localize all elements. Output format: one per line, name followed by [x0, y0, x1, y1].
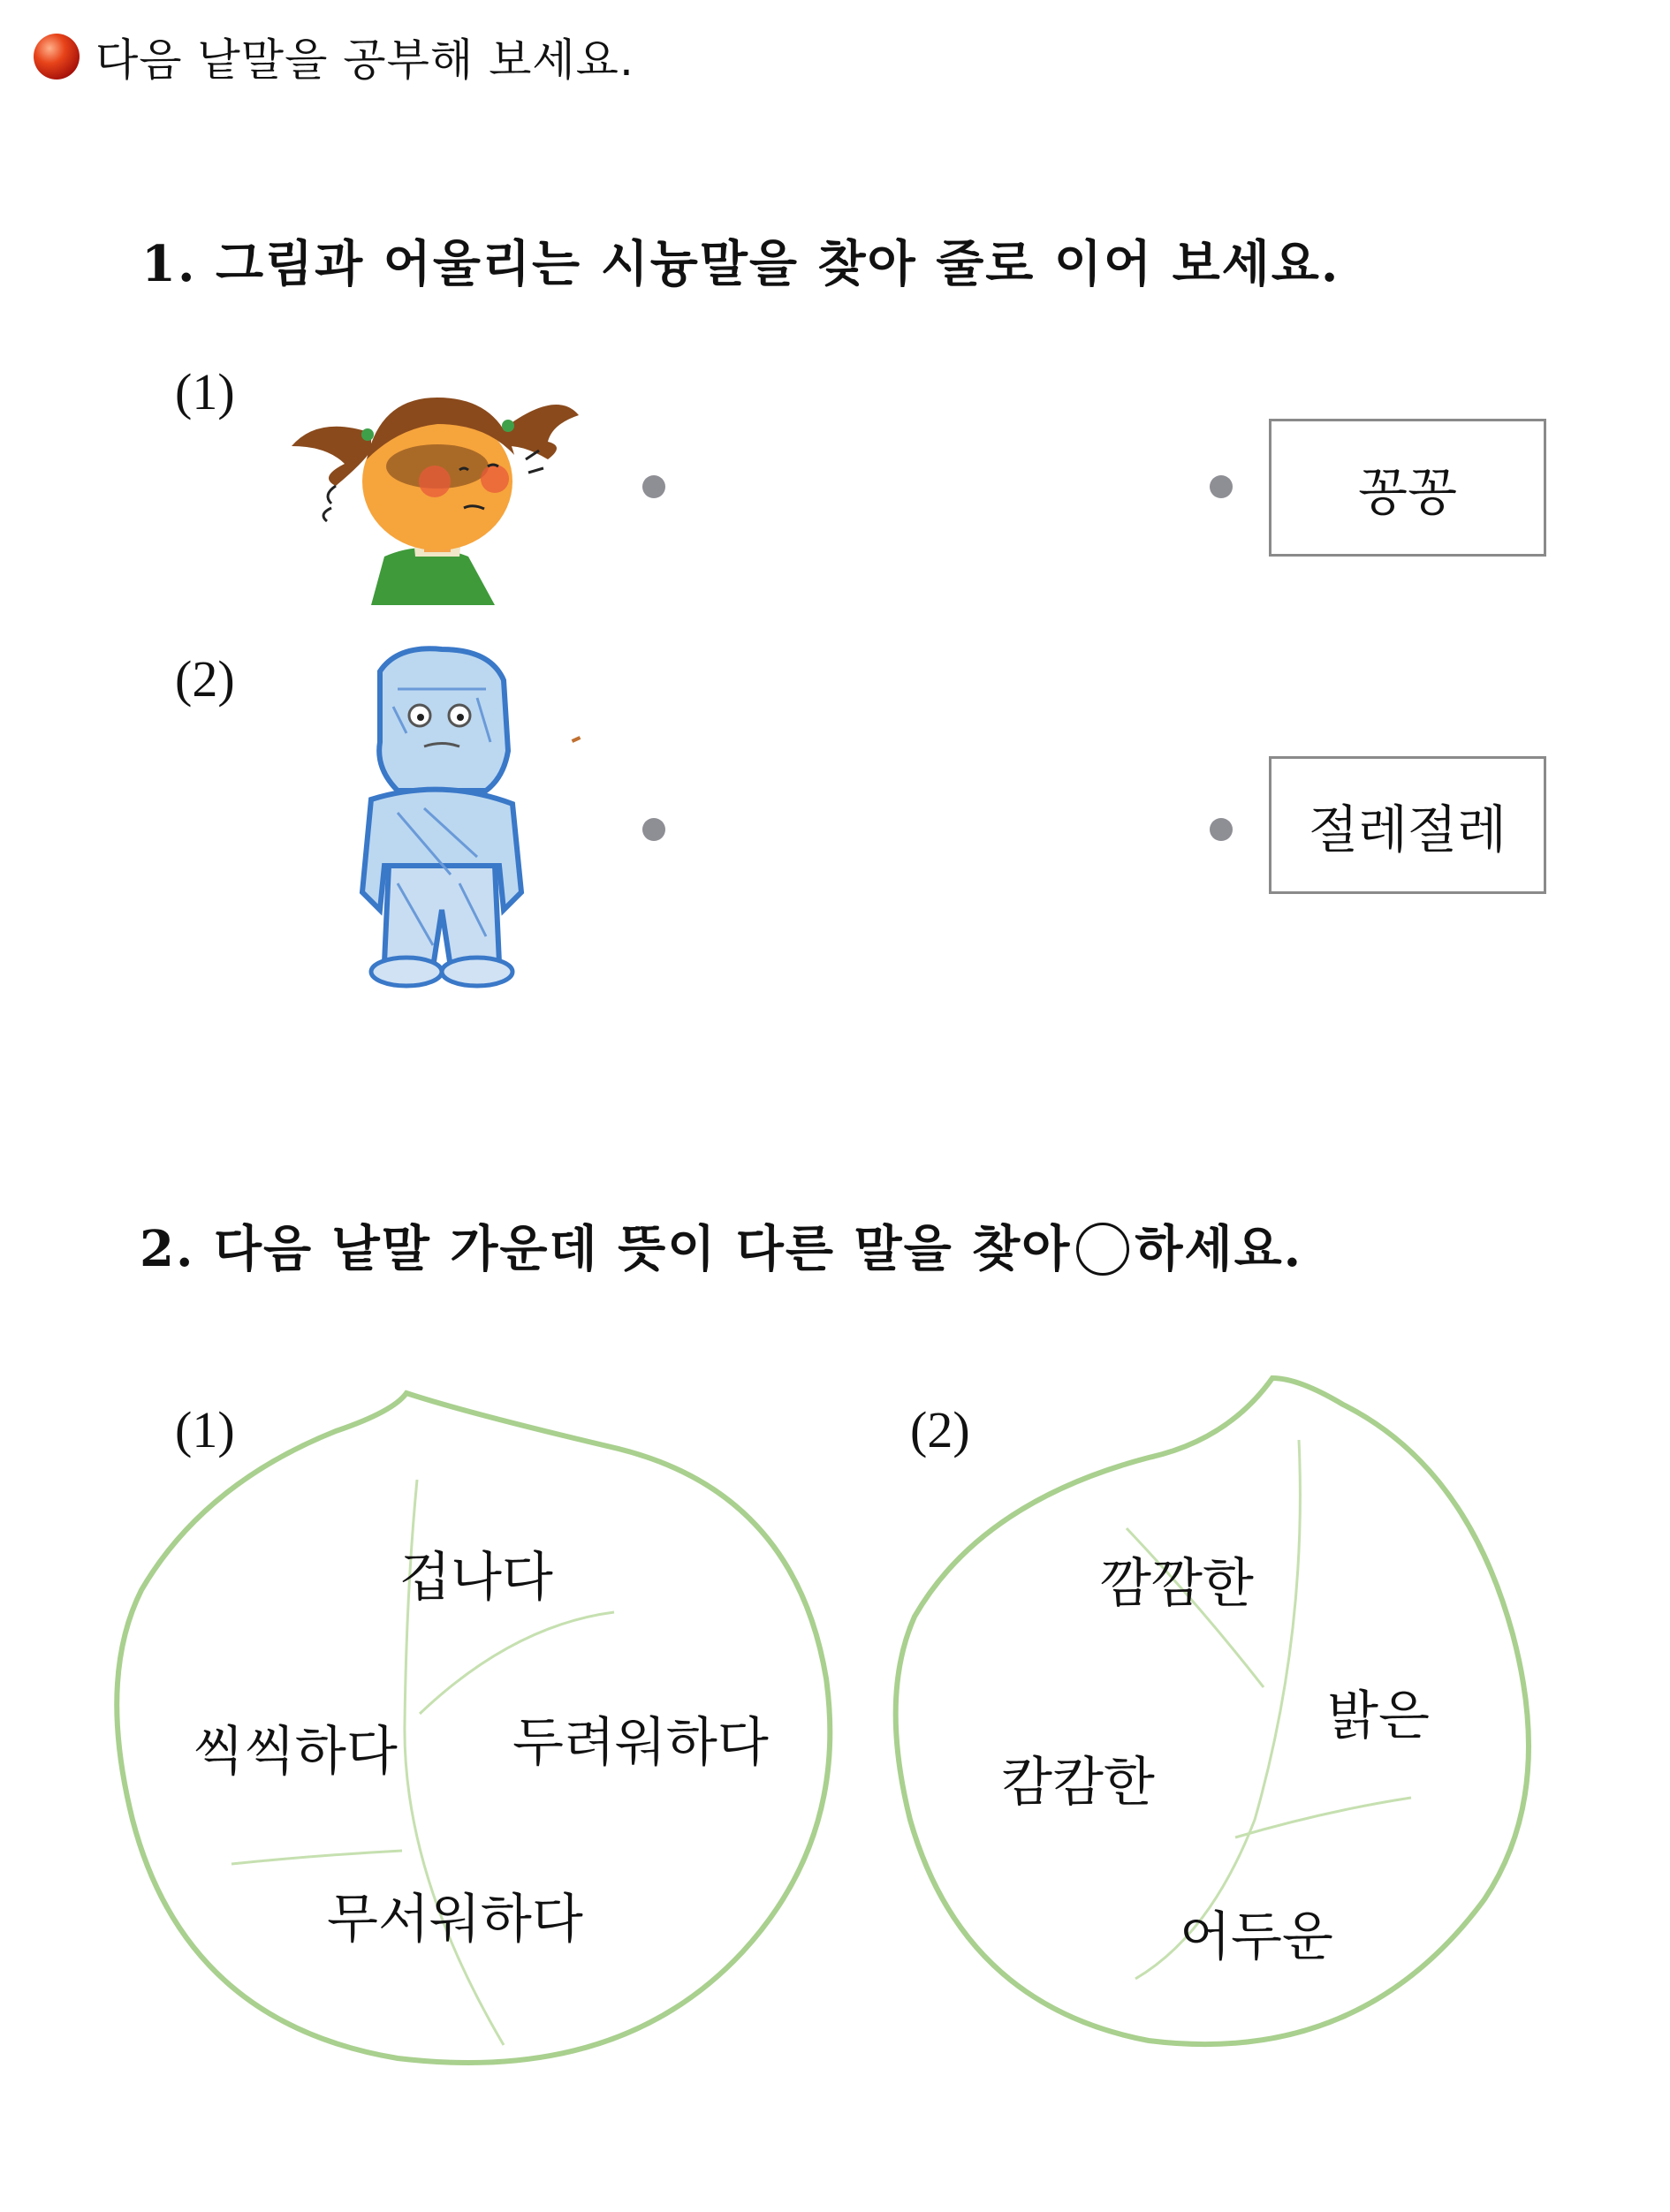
question-2-title-after: 하세요. [1135, 1220, 1303, 1278]
leaf-1-word[interactable]: 두려워하다 [512, 1712, 769, 1774]
question-2-title-before: 2. 다음 낱말 가운데 뜻이 다른 말을 찾아 [140, 1220, 1072, 1278]
leaf-1-vein-left [232, 1851, 402, 1864]
leaf-2-word[interactable]: 캄캄한 [1001, 1752, 1155, 1814]
leaf-1-label: (1) [175, 1401, 235, 1458]
leaf-1-word[interactable]: 무서워하다 [327, 1889, 583, 1951]
leaf-2-vein-lower [1235, 1798, 1411, 1837]
leaf-1-word[interactable]: 겁나다 [399, 1547, 553, 1609]
leaf-2-word[interactable]: 깜깜한 [1100, 1553, 1254, 1615]
q1-item-2-label: (2) [175, 650, 235, 708]
word-box-2: 절레절레 [1269, 756, 1546, 894]
question-1-title: 1. 그림과 어울리는 시늉말을 찾아 줄로 이어 보세요. [141, 235, 1340, 293]
instruction-text: 다음 낱말을 공부해 보세요. [95, 34, 634, 86]
leaf-1-vein-right [420, 1612, 614, 1714]
word-box-1: 꽁꽁 [1269, 419, 1546, 557]
leaf-2-word[interactable]: 어두운 [1180, 1906, 1333, 1968]
leaf-1-word[interactable]: 씩씩하다 [193, 1721, 398, 1783]
leaf-2-label: (2) [910, 1401, 970, 1458]
q1-item-1-label: (1) [175, 363, 235, 420]
leaf-2-word[interactable]: 밝은 [1327, 1686, 1430, 1747]
